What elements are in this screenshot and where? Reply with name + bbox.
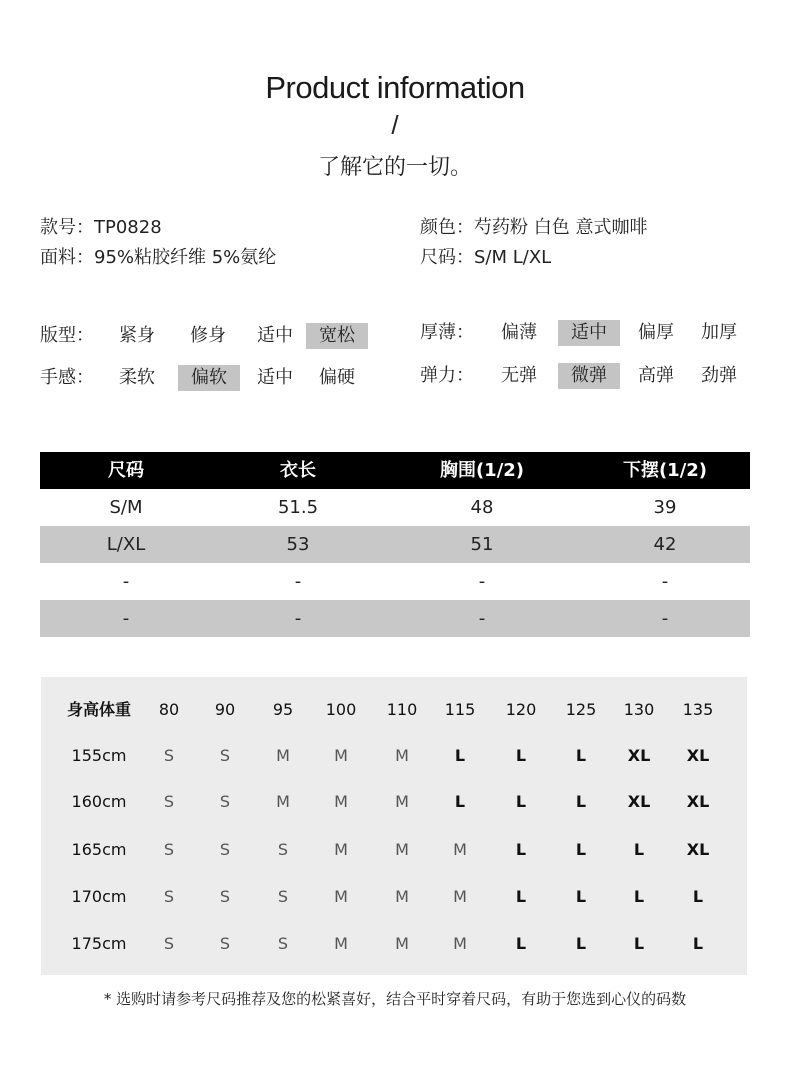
table-cell: S bbox=[163, 792, 175, 811]
color-info: 颜色：芍药粉 白色 意式咖啡 bbox=[420, 217, 648, 238]
table-header-row bbox=[40, 452, 750, 489]
table-cell: 115 bbox=[444, 700, 476, 719]
title-divider: / bbox=[391, 110, 399, 140]
table-cell: 125 bbox=[565, 700, 597, 719]
table-cell: 42 bbox=[653, 534, 677, 555]
table-cell: S bbox=[163, 746, 175, 765]
table-cell: M bbox=[334, 746, 348, 765]
table-cell: 身高体重 bbox=[66, 700, 131, 719]
table-cell: S bbox=[163, 887, 175, 906]
table-row bbox=[41, 695, 747, 725]
table-cell: 175cm bbox=[71, 934, 127, 953]
table-cell: - bbox=[478, 608, 486, 629]
table-cell: M bbox=[276, 792, 290, 811]
table-cell: 95 bbox=[272, 700, 294, 719]
thickness-label: 厚薄： bbox=[420, 322, 474, 343]
table-cell: L bbox=[515, 887, 527, 906]
fit-option: 适中 bbox=[257, 325, 293, 346]
table-cell: 155cm bbox=[71, 746, 127, 765]
table-cell: L bbox=[515, 746, 527, 765]
table-cell: XL bbox=[627, 746, 651, 765]
table-cell: - bbox=[478, 571, 486, 592]
table-cell: M bbox=[453, 887, 467, 906]
elasticity-option: 无弹 bbox=[501, 365, 537, 386]
size-recommendation-table bbox=[41, 677, 747, 975]
thickness-option: 偏薄 bbox=[501, 322, 537, 343]
table-cell: L bbox=[515, 934, 527, 953]
table-cell: M bbox=[334, 792, 348, 811]
fit-option: 修身 bbox=[190, 325, 226, 346]
elasticity-label: 弹力： bbox=[420, 365, 474, 386]
table-cell: L/XL bbox=[106, 534, 146, 555]
table-cell: S bbox=[219, 934, 231, 953]
table-cell: M bbox=[395, 887, 409, 906]
table-cell: 51.5 bbox=[277, 497, 319, 518]
table-cell: 135 bbox=[682, 700, 714, 719]
fit-label: 版型： bbox=[40, 325, 94, 346]
thickness-option: 偏厚 bbox=[638, 322, 674, 343]
table-cell: XL bbox=[686, 746, 710, 765]
table-cell: L bbox=[575, 887, 587, 906]
table-cell: L bbox=[575, 840, 587, 859]
table-cell: M bbox=[276, 746, 290, 765]
table-cell: - bbox=[122, 608, 130, 629]
table-cell: S bbox=[277, 840, 289, 859]
table-cell: S bbox=[219, 746, 231, 765]
table-cell: M bbox=[395, 840, 409, 859]
table-cell: XL bbox=[686, 840, 710, 859]
table-cell: L bbox=[515, 792, 527, 811]
table-cell: 100 bbox=[325, 700, 357, 719]
size-chart-table bbox=[40, 452, 750, 637]
table-cell: L bbox=[633, 934, 645, 953]
table-header-cell: 胸围(1/2) bbox=[439, 460, 525, 481]
feel-option: 偏硬 bbox=[319, 367, 355, 388]
table-row bbox=[41, 787, 747, 817]
table-cell: S bbox=[219, 840, 231, 859]
thickness-option: 加厚 bbox=[701, 322, 737, 343]
elasticity-attribute bbox=[420, 363, 760, 389]
table-header-cell: 尺码 bbox=[108, 460, 144, 481]
table-header-cell: 下摆(1/2) bbox=[622, 460, 708, 481]
feel-option: 适中 bbox=[257, 367, 293, 388]
table-cell: S bbox=[219, 792, 231, 811]
table-cell: S bbox=[277, 934, 289, 953]
table-row bbox=[41, 835, 747, 865]
table-row bbox=[41, 741, 747, 771]
table-cell: - bbox=[294, 608, 302, 629]
table-cell: L bbox=[633, 840, 645, 859]
table-cell: S/M bbox=[109, 497, 143, 518]
table-header-cell: 衣长 bbox=[280, 460, 316, 481]
table-cell: 120 bbox=[505, 700, 537, 719]
style-number: 款号：TP0828 bbox=[40, 217, 162, 238]
table-cell: - bbox=[122, 571, 130, 592]
table-cell: L bbox=[692, 887, 704, 906]
elasticity-option: 高弹 bbox=[638, 365, 674, 386]
table-cell: 110 bbox=[386, 700, 418, 719]
table-cell: - bbox=[661, 571, 669, 592]
table-cell: 39 bbox=[653, 497, 677, 518]
table-cell: 165cm bbox=[71, 840, 127, 859]
table-cell: S bbox=[277, 887, 289, 906]
table-cell: L bbox=[575, 792, 587, 811]
table-cell: 160cm bbox=[71, 792, 127, 811]
table-row bbox=[40, 526, 750, 563]
fit-option-selected: 宽松 bbox=[306, 323, 368, 349]
table-cell: M bbox=[395, 746, 409, 765]
fit-option: 紧身 bbox=[119, 325, 155, 346]
table-cell: 130 bbox=[623, 700, 655, 719]
table-cell: L bbox=[454, 746, 466, 765]
feel-attribute bbox=[40, 365, 380, 391]
table-cell: XL bbox=[686, 792, 710, 811]
table-cell: - bbox=[661, 608, 669, 629]
table-cell: L bbox=[454, 792, 466, 811]
table-cell: L bbox=[692, 934, 704, 953]
table-cell: S bbox=[163, 840, 175, 859]
table-cell: - bbox=[294, 571, 302, 592]
thickness-option-selected: 适中 bbox=[558, 320, 620, 346]
table-cell: XL bbox=[627, 792, 651, 811]
footnote: * 选购时请参考尺码推荐及您的松紧喜好，结合平时穿着尺码，有助于您选到心仪的码数 bbox=[103, 990, 687, 1008]
table-cell: L bbox=[633, 887, 645, 906]
table-cell: M bbox=[395, 934, 409, 953]
page-subtitle: 了解它的一切。 bbox=[317, 155, 472, 180]
table-row bbox=[41, 929, 747, 959]
table-cell: S bbox=[163, 934, 175, 953]
feel-option-selected: 偏软 bbox=[178, 365, 240, 391]
table-cell: M bbox=[453, 934, 467, 953]
table-cell: 90 bbox=[214, 700, 236, 719]
table-cell: 170cm bbox=[71, 887, 127, 906]
table-cell: M bbox=[395, 792, 409, 811]
table-cell: 80 bbox=[158, 700, 180, 719]
table-row bbox=[40, 600, 750, 637]
table-cell: S bbox=[219, 887, 231, 906]
feel-label: 手感： bbox=[40, 367, 94, 388]
table-row bbox=[41, 882, 747, 912]
table-cell: 53 bbox=[286, 534, 310, 555]
table-cell: 48 bbox=[470, 497, 494, 518]
table-cell: L bbox=[575, 746, 587, 765]
size-info: 尺码：S/M L/XL bbox=[420, 247, 552, 268]
table-cell: 51 bbox=[470, 534, 494, 555]
fabric-info: 面料：95%粘胶纤维 5%氨纶 bbox=[40, 247, 277, 268]
table-cell: L bbox=[515, 840, 527, 859]
fit-attribute bbox=[40, 323, 380, 349]
table-cell: M bbox=[453, 840, 467, 859]
table-cell: M bbox=[334, 887, 348, 906]
page-title: Product information bbox=[265, 70, 525, 105]
thickness-attribute bbox=[420, 320, 760, 346]
table-row bbox=[40, 563, 750, 600]
table-row bbox=[40, 489, 750, 526]
elasticity-option: 劲弹 bbox=[701, 365, 737, 386]
table-cell: M bbox=[334, 934, 348, 953]
table-cell: L bbox=[575, 934, 587, 953]
elasticity-option-selected: 微弹 bbox=[558, 363, 620, 389]
feel-option: 柔软 bbox=[119, 367, 155, 388]
table-cell: M bbox=[334, 840, 348, 859]
